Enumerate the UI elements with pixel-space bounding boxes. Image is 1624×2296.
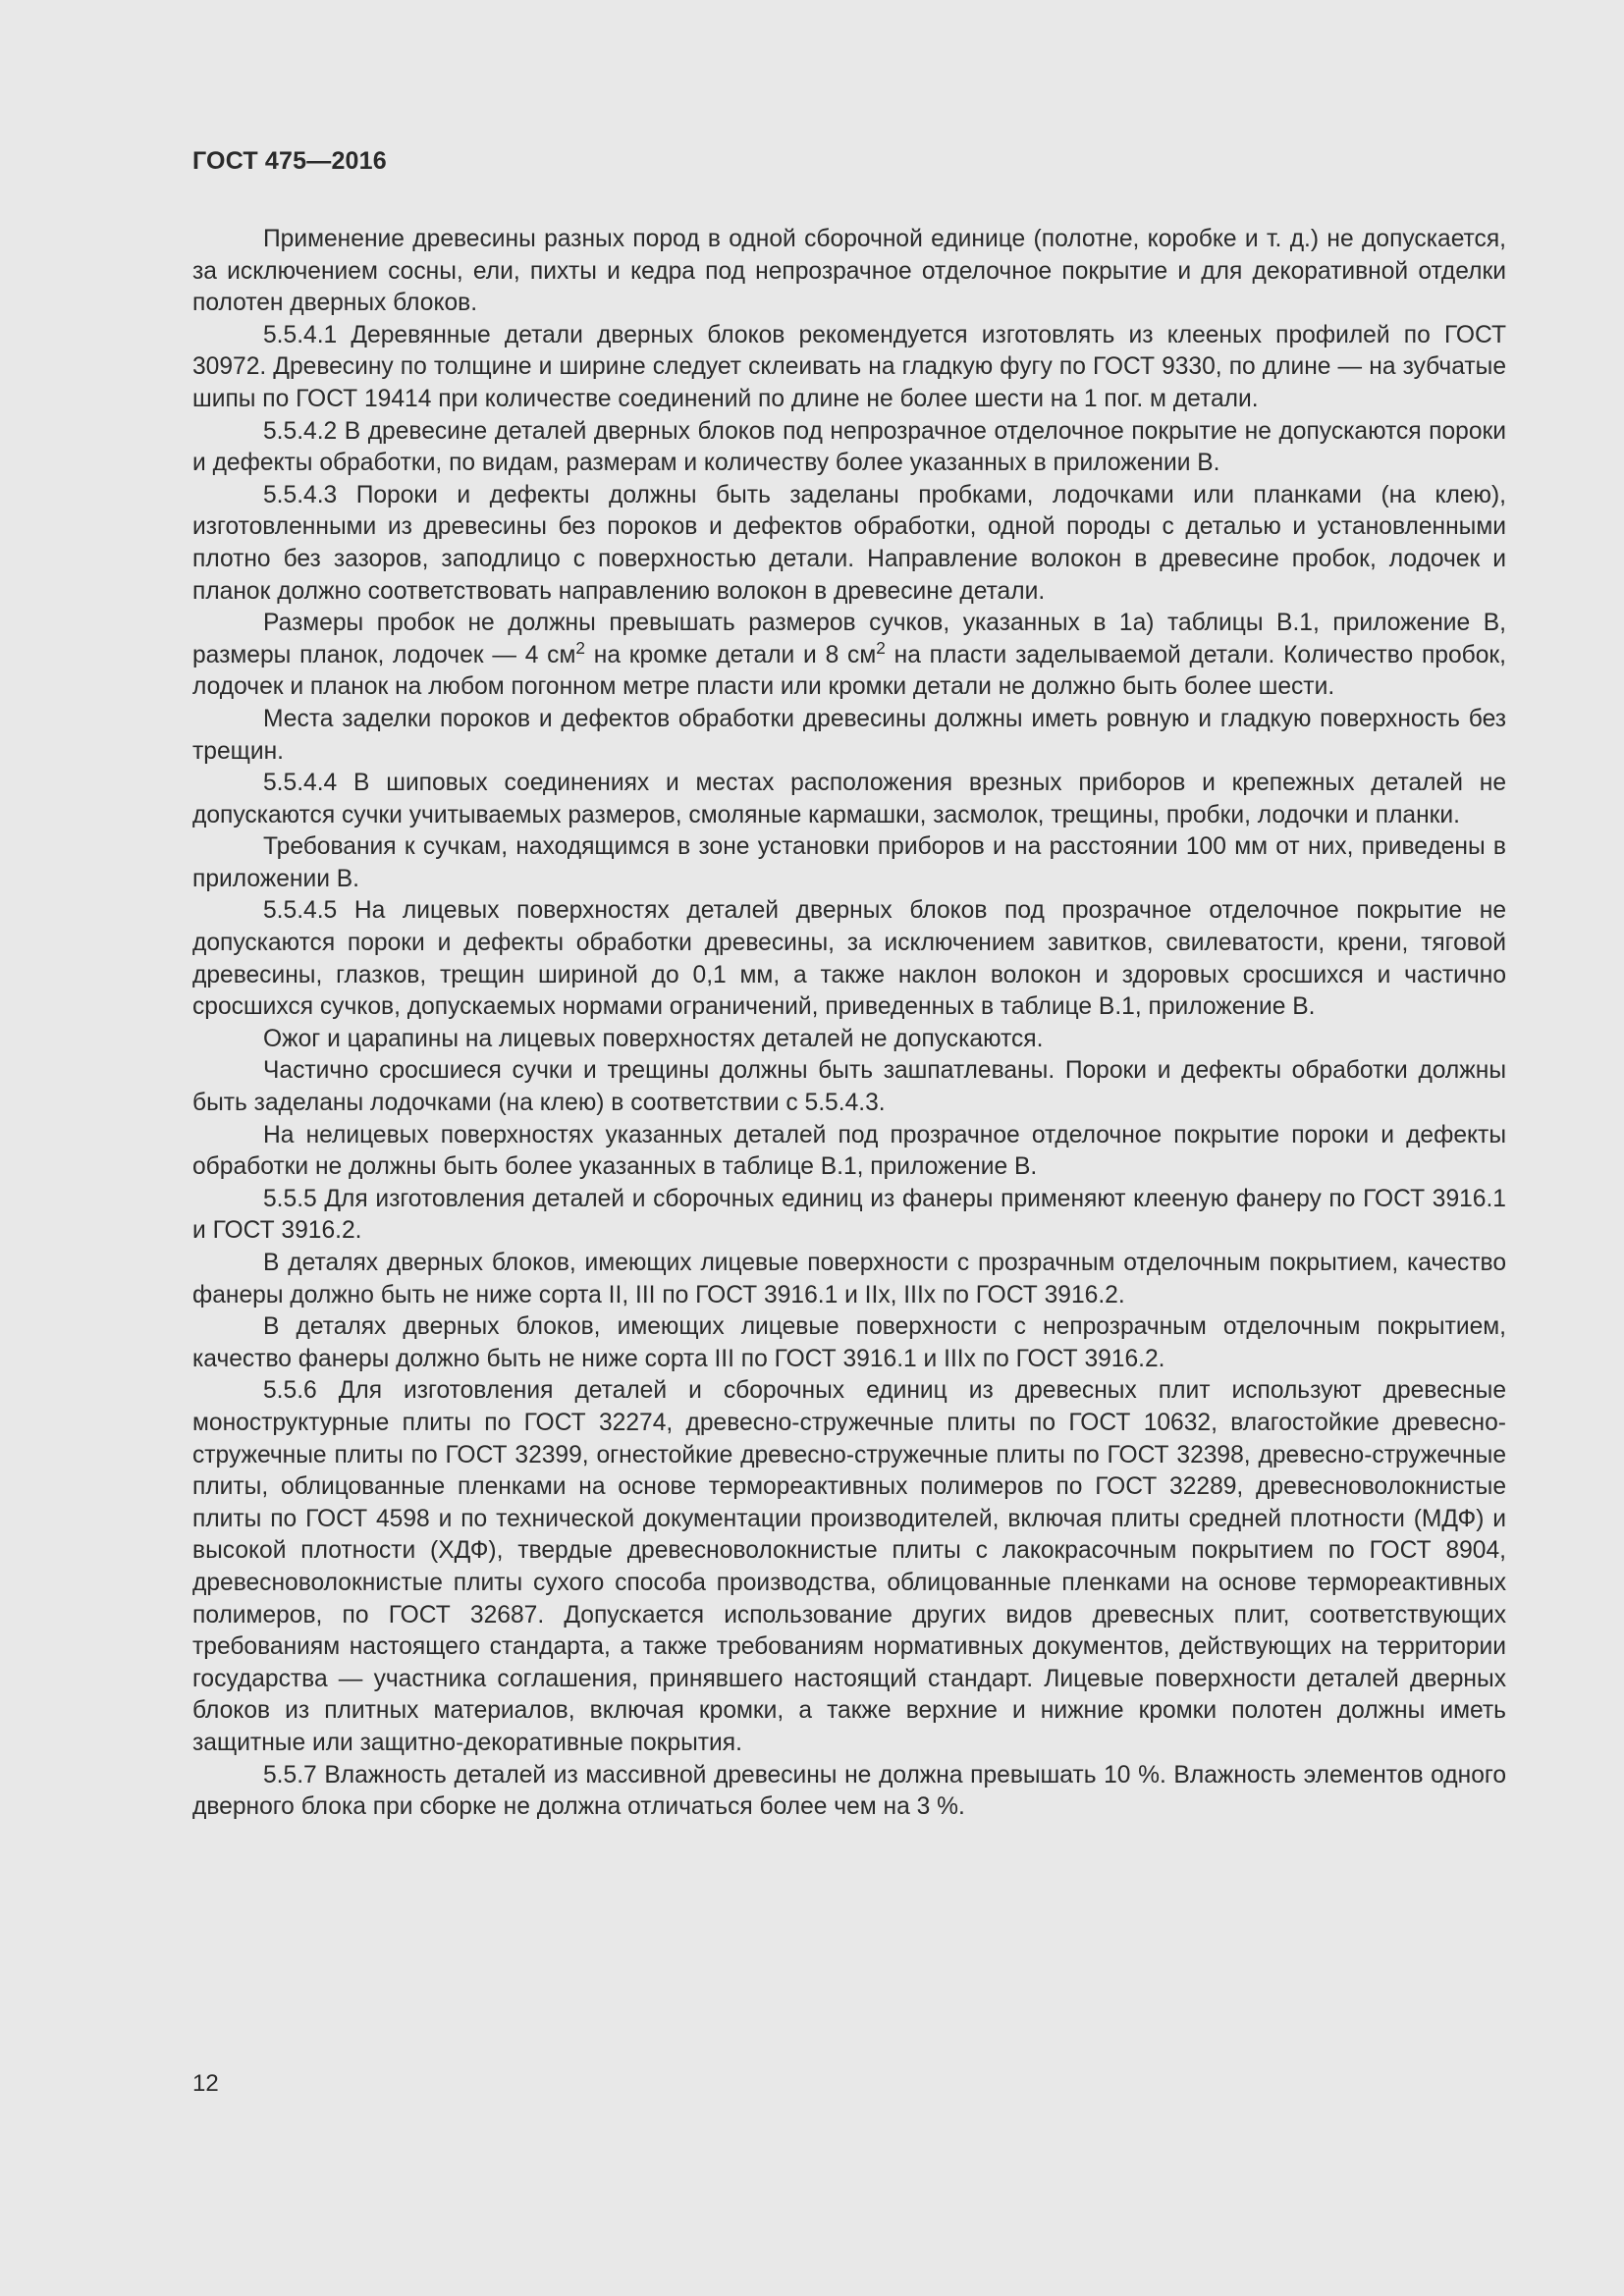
- paragraph: Места заделки пороков и дефектов обработки древесины должны иметь ровную и гладкую поверхность без трещин.: [192, 705, 1506, 765]
- superscript: 2: [575, 637, 585, 658]
- paragraph-5-5-5: 5.5.5 Для изготовления деталей и сборочных единиц из фанеры применяют клееную фанеру по ГОСТ 3916.1 и ГОСТ 3916.2.: [192, 1185, 1506, 1245]
- paragraph-5-5-4-5: 5.5.4.5 На лицевых поверхностях деталей дверных блоков под прозрачное отделочное покрытие не допускаются пороки и дефекты обработки древесины, за исключением завитков, свилеватости, крени, тяговой древесины, глазков, трещин шириной до 0,1 мм, а также наклон волокон и здоровых сросшихся и частично сросшихся сучков, допускаемых нормами ограничений, приведенных в таблице В.1, приложение В.: [192, 897, 1506, 1021]
- text-segment: на пласти заделываемой детали. Количество пробок, лодочек и планок на любом погонном метре пласти или кромки детали не должно быть более шести.: [192, 641, 1506, 701]
- page-number: 12: [192, 2070, 219, 2097]
- paragraph-5-5-4-4: 5.5.4.4 В шиповых соединениях и местах расположения врезных приборов и крепежных деталей не допускаются сучки учитываемых размеров, смоляные кармашки, засмолок, трещины, пробки, лодочки и планки.: [192, 770, 1506, 828]
- paragraph: Частично сросшиеся сучки и трещины должны быть зашпатлеваны. Пороки и дефекты обработки должны быть заделаны лодочками (на клею) в соответствии с 5.5.4.3.: [192, 1057, 1506, 1117]
- text-segment: Размеры пробок не должны превышать размеров сучков, указанных в 1а) таблицы В.1, приложение В, размеры планок, лодочек — 4 см: [192, 610, 1506, 668]
- paragraph: В деталях дверных блоков, имеющих лицевые поверхности с непрозрачным отделочным покрытием, качество фанеры должно быть не ниже сорта III по ГОСТ 3916.1 и IIIх по ГОСТ 3916.2.: [192, 1313, 1506, 1372]
- paragraph: В деталях дверных блоков, имеющих лицевые поверхности с прозрачным отделочным покрытием, качество фанеры должно быть не ниже сорта II, III по ГОСТ 3916.1 и IIх, IIIх по ГОСТ 3916.2.: [192, 1250, 1506, 1308]
- document-body: [192, 224, 1506, 1824]
- paragraph-5-5-4-1: 5.5.4.1 Деревянные детали дверных блоков рекомендуется изготовлять из клееных профилей по ГОСТ 30972. Древесину по толщине и ширине следует склеивать на гладкую фугу по ГОСТ 9330, по длине — на зубчатые шипы по ГОСТ 19414 при количестве соединений по длине не более шести на 1 пог. м детали.: [192, 321, 1506, 412]
- text-segment: на кромке детали и 8 см: [584, 641, 877, 668]
- paragraph: На нелицевых поверхностях указанных деталей под прозрачное отделочное покрытие пороки и дефекты обработки не должны быть более указанных в таблице В.1, приложение В.: [192, 1121, 1506, 1181]
- paragraph-5-5-4-2: 5.5.4.2 В древесине деталей дверных блоков под непрозрачное отделочное покрытие не допускаются пороки и дефекты обработки, по видам, размерам и количеству более указанных в приложении В.: [192, 417, 1506, 477]
- paragraph: Применение древесины разных пород в одной сборочной единице (полотне, коробке и т. д.) не допускается, за исключением сосны, ели, пихты и кедра под непрозрачное отделочное покрытие и для декоративной отделки полотен дверных блоков.: [192, 226, 1506, 317]
- paragraph: Требования к сучкам, находящимся в зоне установки приборов и на расстоянии 100 мм от них, приведены в приложении В.: [192, 833, 1506, 892]
- paragraph-5-5-6: 5.5.6 Для изготовления деталей и сборочных единиц из древесных плит используют древесные моноструктурные плиты по ГОСТ 32274, древесно-стружечные плиты по ГОСТ 10632, влагостойкие древесно-стружечные плиты по ГОСТ 32399, огнестойкие древесно-стружечные плиты по ГОСТ 32398, древесно-стружечные плиты, облицованные пленками на основе термореактивных полимеров по ГОСТ 32289, древесноволокнистые плиты по ГОСТ 4598 и по технической документации производителей, включая плиты средней плотности (МДФ) и высокой плотности (ХДФ), твердые древесноволокнистые плиты с лакокрасочным покрытием по ГОСТ 8904, древесноволокнистые плиты сухого способа производства, облицованные пленками на основе термореактивных полимеров, по ГОСТ 32687. Допускается использование других видов древесных плит, соответствующих требованиям настоящего стандарта, а также требованиям нормативных документов, действующих на территории государства — участника соглашения, принявшего настоящий стандарт. Лицевые поверхности деталей дверных блоков из плитных материалов, включая кромки, а также верхние и нижние кромки полотен должны иметь защитные или защитно-декоративные покрытия.: [192, 1377, 1506, 1756]
- paragraph: Ожог и царапины на лицевых поверхностях деталей не допускаются.: [263, 1025, 1044, 1052]
- superscript: 2: [876, 637, 886, 658]
- paragraph-plug-sizes: [192, 608, 1506, 704]
- paragraph-5-5-4-3: 5.5.4.3 Пороки и дефекты должны быть заделаны пробками, лодочками или планками (на клею), изготовленными из древесины без пороков и дефектов обработки, одной породы с деталью и установленными плотно без зазоров, заподлицо с поверхностью детали. Направление волокон в древесине пробок, лодочек и планок должно соответствовать направлению волокон в древесине детали.: [192, 481, 1506, 605]
- document-code-header: ГОСТ 475—2016: [192, 147, 387, 175]
- paragraph-5-5-7: 5.5.7 Влажность деталей из массивной древесины не должна превышать 10 %. Влажность элементов одного дверного блока при сборке не должна отличаться более чем на 3 %.: [192, 1761, 1506, 1821]
